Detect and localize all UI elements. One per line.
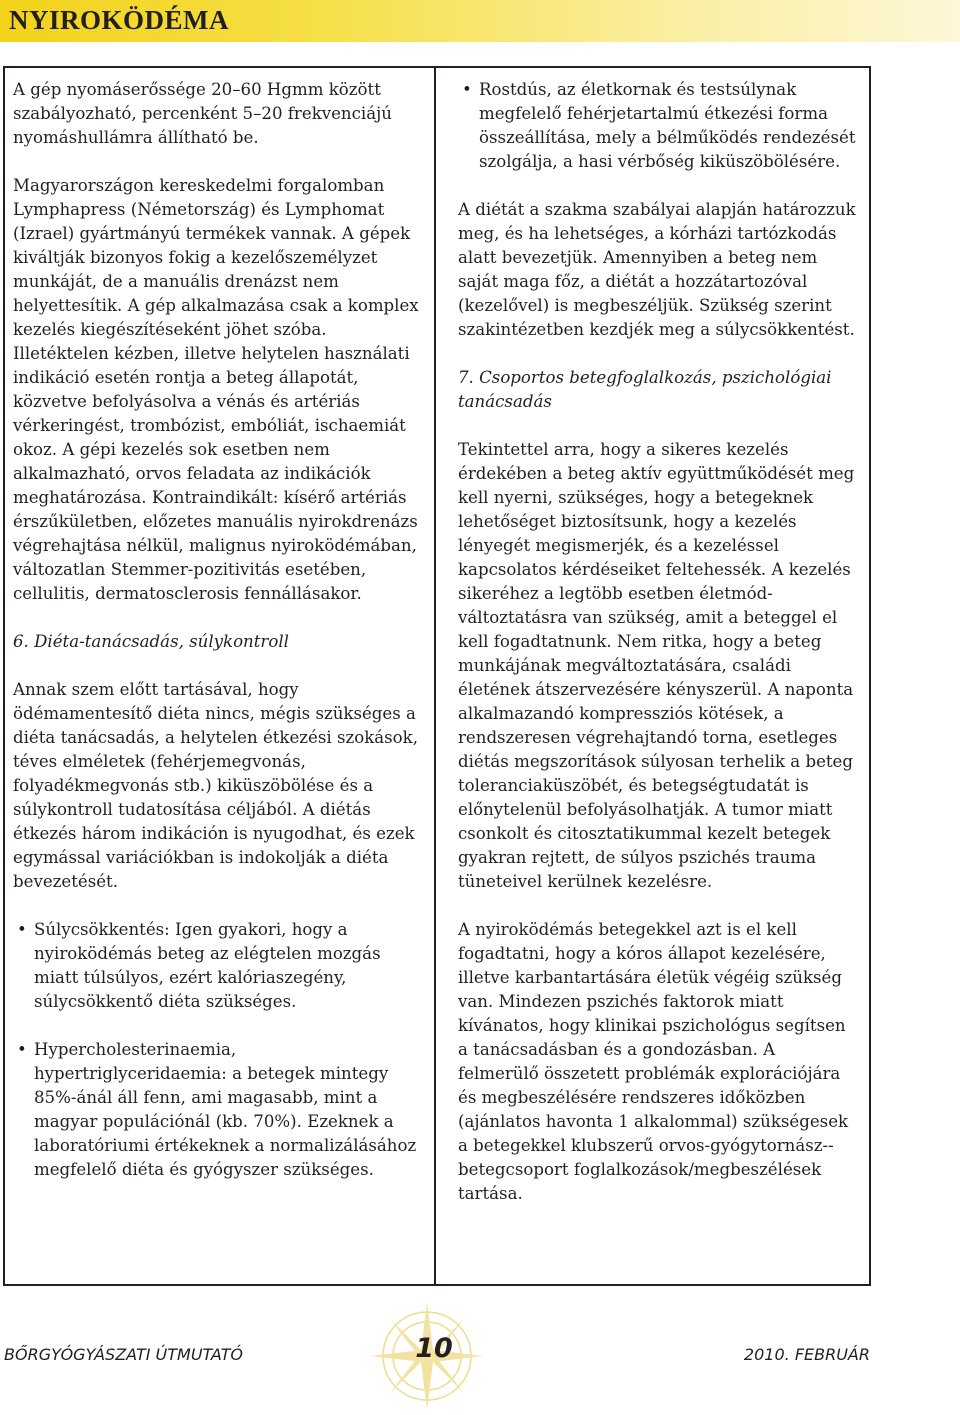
paragraph: Annak szem előtt tartásával, hogy ödémamentesítő diéta nincs, mégis szükséges a diéta tanácsadás, a helytelen étkezési szokások, téves elméletek (fehérjemegvonás, folyadékmegvonás stb.) kiküszöbölése és a súlykontroll tudatosítása céljából. A diétás étkezés három indikáción is nyugodhat, és ezek egymással variációkban is indokolják a diéta bevezetését. [13,680,418,891]
column-divider [434,66,436,1286]
paragraph: Tekintettel arra, hogy a sikeres kezelés érdekében a beteg aktív együttműködését meg kell nyerni, szükséges, hogy a betegeknek lehetőséget biztosítsunk, hogy a kezelés lényegét megismerjék, és a kezeléssel kapcsolatos kérdéseiket feltehessék. A kezelés sikeréhez a legtöbb esetben életmód-változtatásra van szükség, amit a beteggel el kell fogadtatnunk. Nem ritka, hogy a beteg munkájának megváltoztatására, családi életének átszervezésére kényszerül. A naponta alkalmazandó kompressziós kötések, a rendszeresen végrehajtandó torna, esetleges diétás megszorítások súlyosan terhelik a beteg toleranciaküszöbét, és betegségtudatát is előnytelenül befolyásolhatják. A tumor miatt csonkolt és citosztatikummal kezelt betegek gyakran rejtett, de súlyos pszichés trauma tüneteivel kerülnek kezelésre. [458,440,855,891]
right-column [458,78,860,1230]
paragraph: Magyarországon kereskedelmi forgalomban Lymphapress (Németország) és Lymphomat (Izrael) gyártmányú termékek vannak. A gépek kiváltják bizonyos fokig a kezelőszemélyzet munkáját, de a manuális drenázst nem helyettesítik. A gép alkalmazása csak a komplex kezelés kiegészítéseként jöhet szóba. Illetéktelen kézben, illetve helytelen használati indikáció esetén rontja a beteg állapotát, közvetve befolyásolva a vénás és artériás vérkeringést, trombózist, embóliát, ischaemiát okoz. A gépi kezelés sok esetben nem alkalmazható, orvos feladata az indikációk meghatározása. Kontraindikált: kísérő artériás érszűkületben, előzetes manuális nyirokdrenázs végrehajtása nélkül, malignus nyiroködémában, változatlan Stemmer-pozitivitás esetében, cellulitis, dermatosclerosis fennállásakor. [13,176,419,603]
page-number: 10 [415,1333,453,1364]
section-heading-7: 7. Csoportos betegfoglalkozás, pszichológiai tanácsadás [458,368,832,411]
bullet-icon: • [17,1040,27,1059]
list-item [458,78,860,174]
left-column [13,78,423,1206]
bullet-icon: • [17,920,27,939]
paragraph: A nyiroködémás betegekkel azt is el kell fogadtatni, hogy a kóros állapot kezelésére, illetve karbantartására életük végéig szükség van. Mindezen pszichés faktorok miatt kívánatos, hogy klinikai pszichológus segítsen a tanácsadásban és a gondozásban. A felmerülő összetett problémák explorációjára és megbeszélésére rendszeres időközben (ajánlatos havonta 1 alkalommal) szükségesek a betegekkel klubszerű orvos-gyógytornász--betegcsoport foglalkozások/megbeszélések tartása. [458,920,849,1203]
page-title: NYIROKÖDÉMA [9,5,229,35]
list-item-text: Súlycsökkentés: Igen gyakori, hogy a nyiroködémás beteg az elégtelen mozgás miatt túlsúlyos, ezért kalóriaszegény, súlycsökkentő diéta szükséges. [34,920,381,1011]
paragraph: A diétát a szakma szabályai alapján határozzuk meg, és ha lehetséges, a kórházi tartózkodás alatt bevezetjük. Amennyiben a beteg nem saját maga főz, a diétát a hozzátartozóval (kezelővel) is megbeszéljük. Szükség szerint szakintézetben kezdjék meg a súlycsökkentést. [458,200,856,339]
footer-date: 2010. FEBRUÁR [743,1345,870,1364]
list-item [13,1038,423,1182]
list-item-text: Rostdús, az életkornak és testsúlynak megfelelő fehérjetartalmú étkezési forma összeállítása, mely a bélműködés rendezését szolgálja, a hasi vérbőség kiküszöbölésére. [479,80,856,171]
bullet-icon: • [462,80,472,99]
list-item-text: Hypercholesterinaemia, hypertriglyceridaemia: a betegek mintegy 85%-ánál áll fenn, ami magasabb, mint a magyar populációnál (kb. 70%). Ezeknek a laboratóriumi értékeknek a normalizálásához megfelelő diéta és gyógyszer szükséges. [34,1040,417,1179]
section-heading-6: 6. Diéta-tanácsadás, súlykontroll [13,632,289,651]
paragraph: A gép nyomáserőssége 20–60 Hgmm között szabályozható, percenként 5–20 frekvenciájú nyomáshullámra állítható be. [13,80,392,147]
list-item [13,918,423,1014]
footer-publication-title: BŐRGYÓGYÁSZATI ÚTMUTATÓ [4,1345,243,1364]
